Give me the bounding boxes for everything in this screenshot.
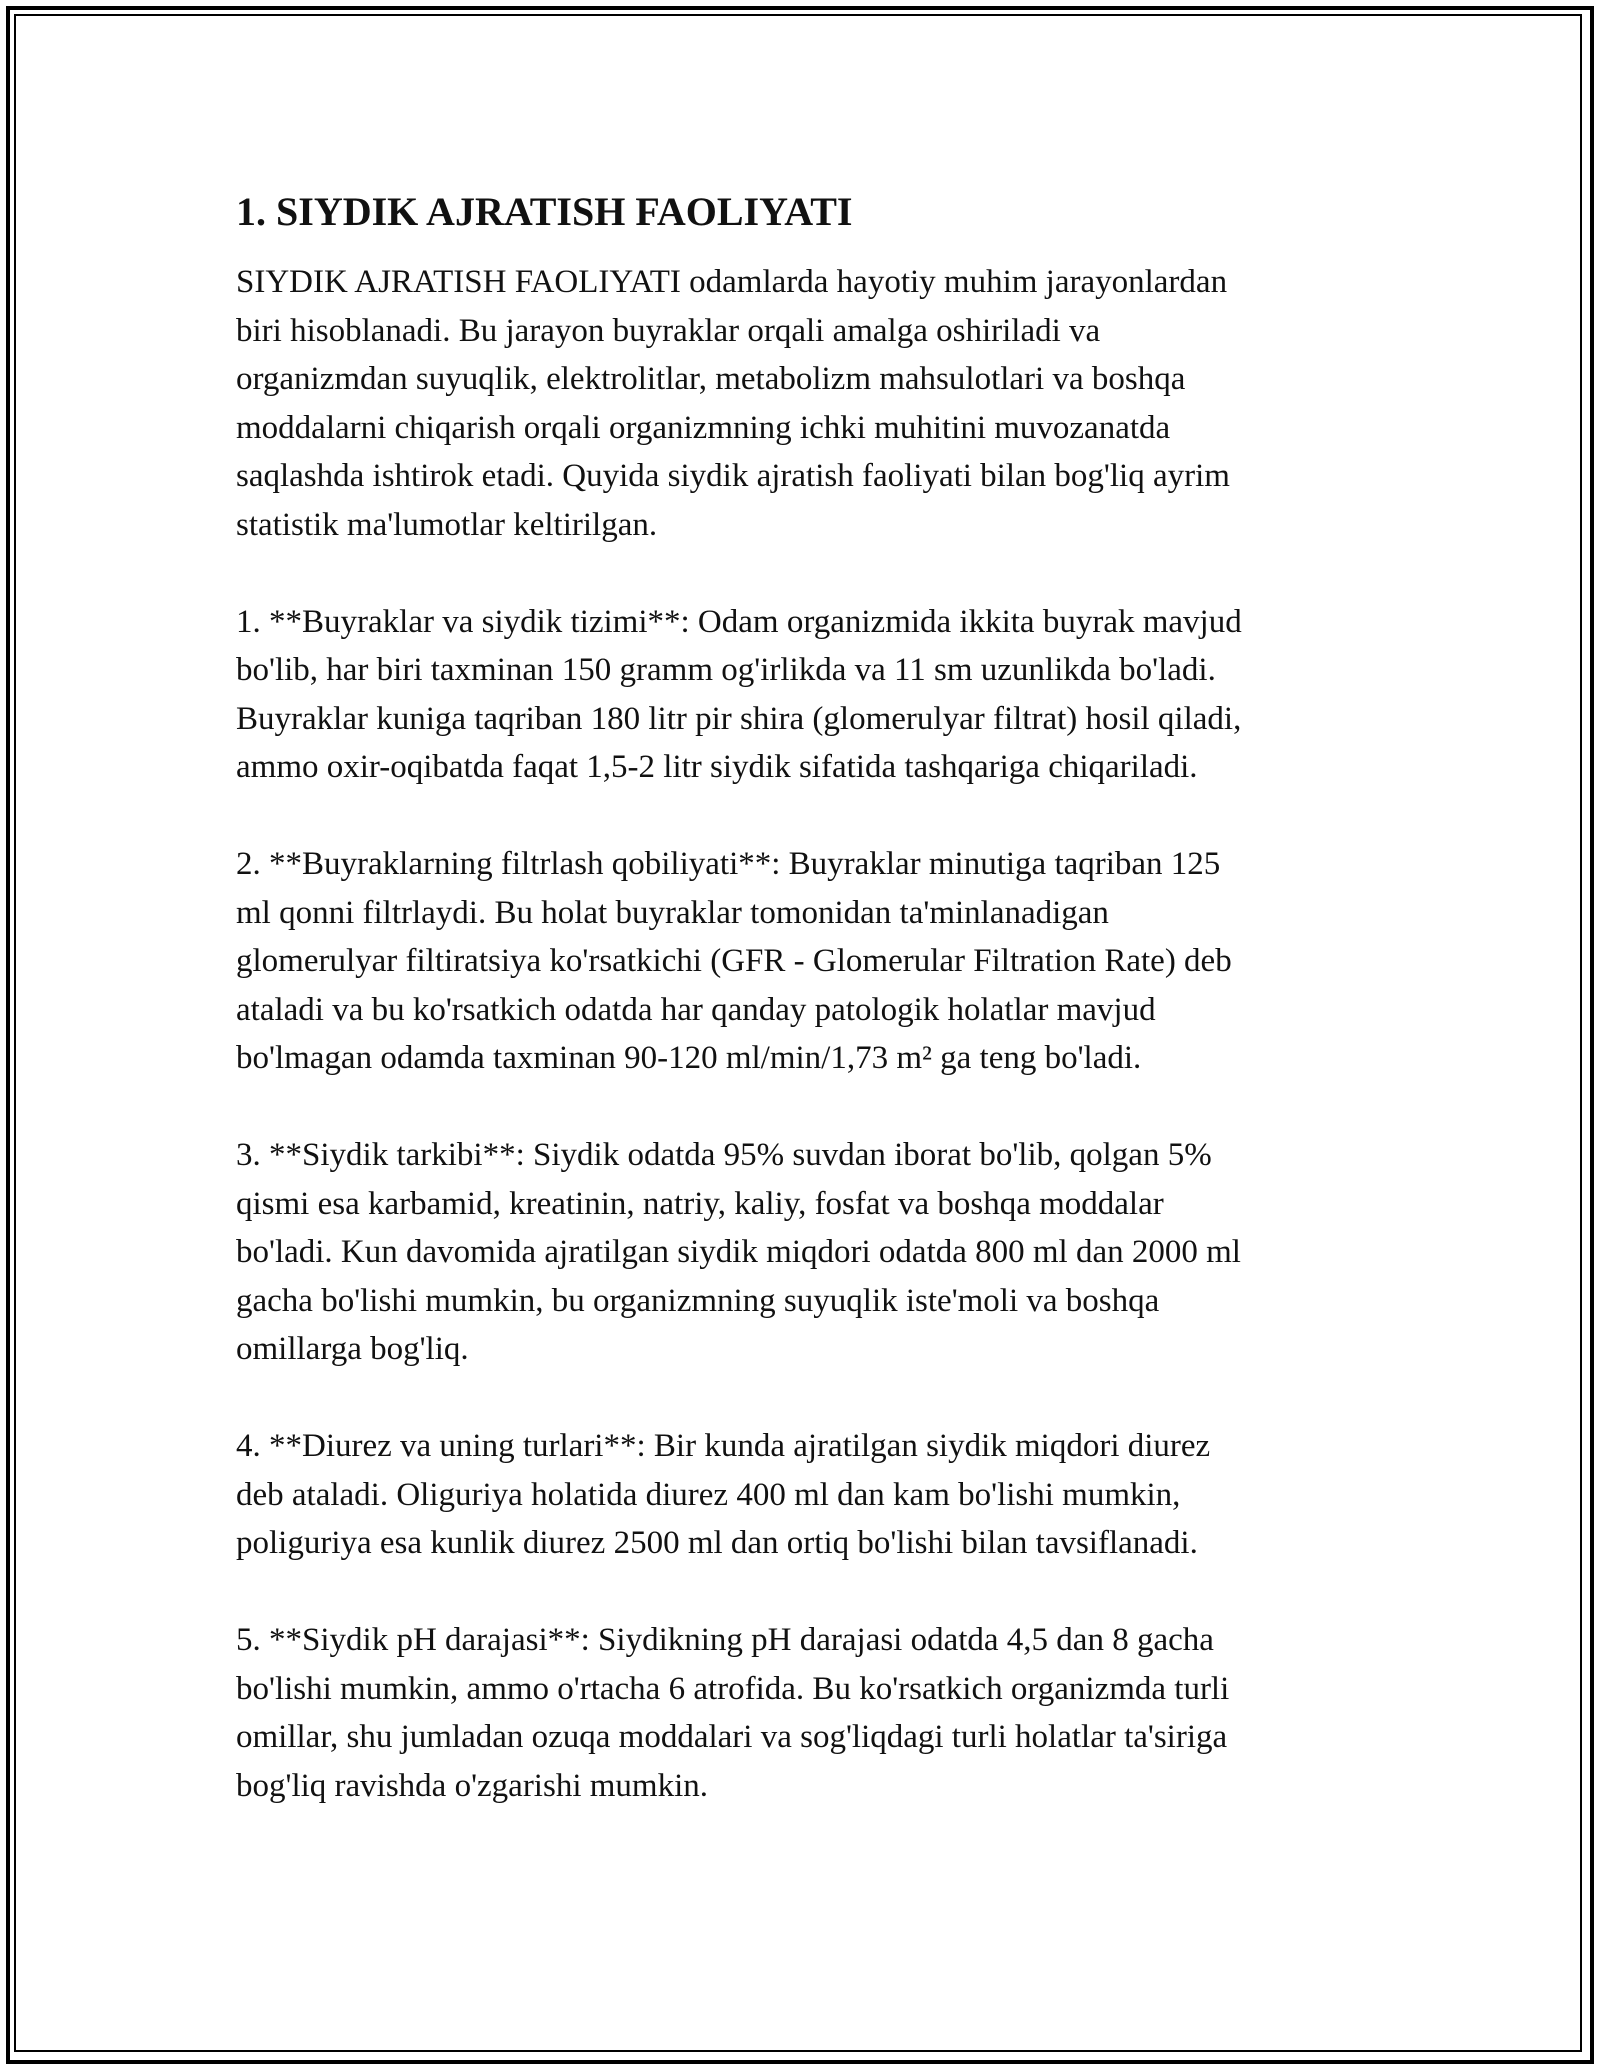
paragraph-line: glomerulyar filtiratsiya ko'rsatkichi (GFR - Glomerular Filtration Rate) deb	[236, 943, 1232, 979]
paragraph-line: organizmdan suyuqlik, elektrolitlar, metabolizm mahsulotlari va boshqa	[236, 361, 1186, 397]
paragraph-line: ammo oxir-oqibatda faqat 1,5-2 litr siydik sifatida tashqariga chiqariladi.	[236, 749, 1198, 785]
paragraph-line: qismi esa karbamid, kreatinin, natriy, kaliy, fosfat va boshqa moddalar	[236, 1185, 1164, 1222]
paragraph-line: poliguriya esa kunlik diurez 2500 ml dan ortiq bo'lishi bilan tavsiflanadi.	[236, 1525, 1198, 1561]
paragraph-line: Buyraklar kuniga taqriban 180 litr pir shira (glomerulyar filtrat) hosil qiladi,	[236, 700, 1242, 737]
paragraph-line: 4. **Diurez va uning turlari**: Bir kunda ajratilgan siydik miqdori diurez	[236, 1428, 1211, 1464]
paragraph-line: SIYDIK AJRATISH FAOLIYATI odamlarda hayotiy muhim jarayonlardan	[236, 264, 1228, 300]
paragraph-line: statistik ma'lumotlar keltirilgan.	[236, 506, 658, 543]
paragraph	[236, 1422, 1376, 1568]
paragraph-line: bo'lishi mumkin, ammo o'rtacha 6 atrofida. Bu ko'rsatkich organizmda turli	[236, 1670, 1230, 1707]
paragraph	[236, 1131, 1376, 1374]
paragraph-line: ml qonni filtrlaydi. Bu holat buyraklar tomonidan ta'minlanadigan	[236, 894, 1109, 931]
paragraph-line: bo'ladi. Kun davomida ajratilgan siydik miqdori odatda 800 ml dan 2000 ml	[236, 1234, 1241, 1270]
paragraph-list	[236, 258, 1376, 1810]
paragraph-line: 2. **Buyraklarning filtrlash qobiliyati**: Buyraklar minutiga taqriban 125	[236, 846, 1221, 882]
paragraph-line: saqlashda ishtirok etadi. Quyida siydik ajratish faoliyati bilan bog'liq ayrim	[236, 458, 1230, 494]
paragraph-line: 5. **Siydik pH darajasi**: Siydikning pH darajasi odatda 4,5 dan 8 gacha	[236, 1622, 1214, 1658]
document-body	[236, 188, 1376, 1810]
paragraph-line: bo'lmagan odamda taxminan 90-120 ml/min/1,73 m² ga teng bo'ladi.	[236, 1040, 1142, 1076]
paragraph-line: gacha bo'lishi mumkin, bu organizmning suyuqlik iste'moli va boshqa	[236, 1282, 1160, 1319]
paragraph	[236, 1616, 1376, 1810]
document-title: 1. SIYDIK AJRATISH FAOLIYATI	[236, 189, 853, 234]
paragraph-line: 3. **Siydik tarkibi**: Siydik odatda 95% suvdan iborat bo'lib, qolgan 5%	[236, 1137, 1212, 1173]
paragraph	[236, 258, 1376, 549]
paragraph-line: moddalarni chiqarish orqali organizmning ichki muhitini muvozanatda	[236, 409, 1171, 446]
paragraph	[236, 598, 1376, 792]
paragraph-line: bog'liq ravishda o'zgarishi mumkin.	[236, 1767, 708, 1804]
paragraph	[236, 840, 1376, 1083]
paragraph-line: 1. **Buyraklar va siydik tizimi**: Odam organizmida ikkita buyrak mavjud	[236, 603, 1242, 640]
paragraph-line: omillar, shu jumladan ozuqa moddalari va sog'liqdagi turli holatlar ta'siriga	[236, 1719, 1228, 1755]
paragraph-line: ataladi va bu ko'rsatkich odatda har qanday patologik holatlar mavjud	[236, 991, 1156, 1028]
paragraph-line: biri hisoblanadi. Bu jarayon buyraklar orqali amalga oshiriladi va	[236, 312, 1101, 349]
paragraph-line: omillarga bog'liq.	[236, 1331, 469, 1367]
paragraph-line: bo'lib, har biri taxminan 150 gramm og'irlikda va 11 sm uzunlikda bo'ladi.	[236, 652, 1216, 688]
paragraph-line: deb ataladi. Oliguriya holatida diurez 400 ml dan kam bo'lishi mumkin,	[236, 1476, 1181, 1513]
